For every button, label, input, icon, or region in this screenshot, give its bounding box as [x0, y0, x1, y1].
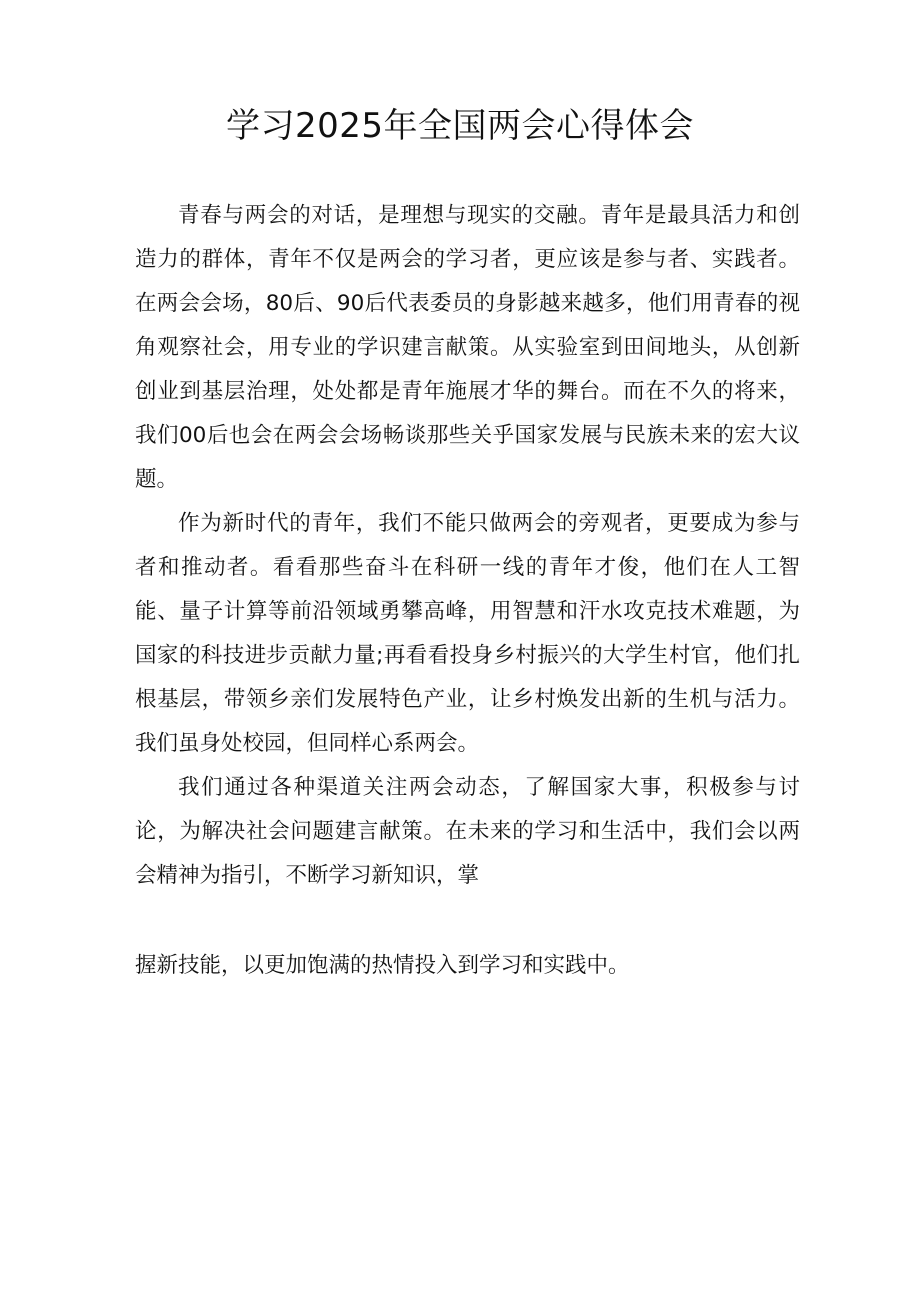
paragraph-1: 青春与两会的对话，是理想与现实的交融。青年是最具活力和创造力的群体，青年不仅是两会的学习者，更应该是参与者、实践者。在两会会场，80后、90后代表委员的身影越来越多，他们用青春的视角观察社会，用专业的学识建言献策。从实验室到田间地头，从创新创业到基层治理，处处都是青年施展才华的舞台。而在不久的将来，我们00后也会在两会会场畅谈那些关乎国家发展与民族未来的宏大议题。 [135, 203, 800, 492]
document-body [135, 194, 800, 988]
paragraph-3: 我们通过各种渠道关注两会动态，了解国家大事，积极参与讨论，为解决社会问题建言献策。在未来的学习和生活中，我们会以两会精神为指引，不断学习新知识，掌 [135, 775, 800, 888]
paragraph-2: 作为新时代的青年，我们不能只做两会的旁观者，更要成为参与者和推动者。看看那些奋斗在科研一线的青年才俊，他们在人工智能、量子计算等前沿领域勇攀高峰，用智慧和汗水攻克技术难题，为国家的科技进步贡献力量;再看看投身乡村振兴的大学生村官，他们扎根基层，带领乡亲们发展特色产业，让乡村焕发出新的生机与活力。我们虽身处校园，但同样心系两会。 [135, 511, 800, 756]
page-title: 学习2025年全国两会心得体会 [225, 106, 695, 146]
paragraph-4: 握新技能，以更加饱满的热情投入到学习和实践中。 [135, 953, 630, 978]
